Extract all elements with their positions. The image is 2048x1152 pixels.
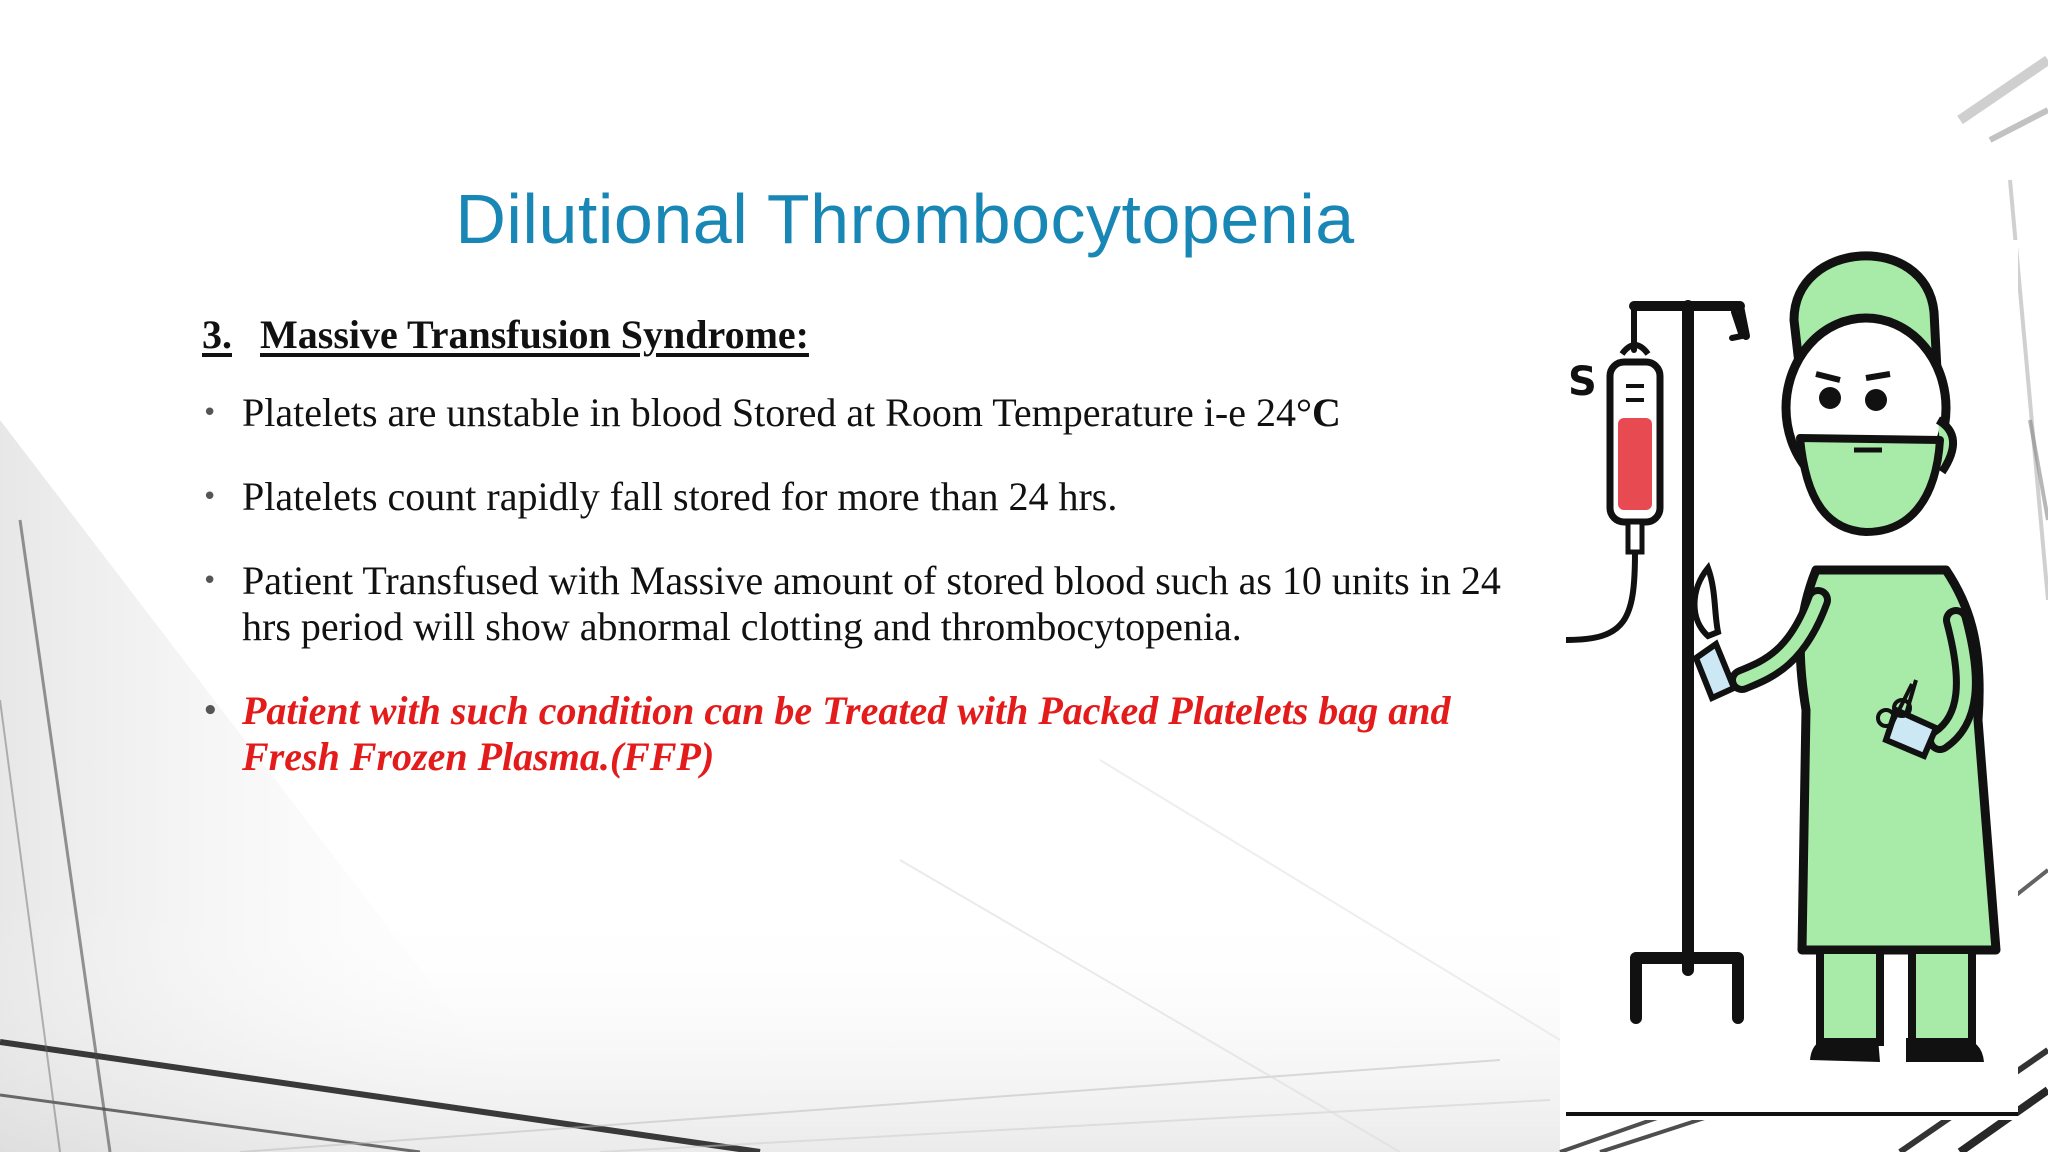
- bullet-item: [202, 390, 1542, 436]
- bullet-dot-icon: •: [202, 482, 218, 512]
- bullet-text: Platelets are unstable in blood Stored at Room Temperature i-e 24°: [242, 390, 1312, 435]
- bullet-dot-icon: •: [202, 696, 219, 726]
- slide-title: Dilutional Thrombocytopenia: [455, 180, 1355, 258]
- bullet-item-emphasis: [202, 688, 1542, 780]
- bullet-text: Patient Transfused with Massive amount of stored blood such as 10 units in 24 hrs period will show abnormal clotting and thrombocytopenia.: [242, 558, 1501, 649]
- doctor-with-iv-drip-illustration: [1566, 240, 2018, 1120]
- bullet-unit: C: [1311, 390, 1341, 435]
- bullet-dot-icon: •: [202, 398, 218, 428]
- bullet-text: Patient with such condition can be Treated with Packed Platelets bag and Fresh Frozen Plasma.(FFP): [242, 688, 1451, 779]
- bullet-dot-icon: •: [202, 566, 218, 596]
- bullet-item: [202, 474, 1542, 520]
- section-heading-text: Massive Transfusion Syndrome:: [260, 312, 809, 357]
- slide-content: [202, 308, 1542, 818]
- illustration-bottom-rule: [1566, 1112, 2018, 1116]
- bullet-text: Platelets count rapidly fall stored for more than 24 hrs.: [242, 474, 1118, 519]
- section-heading: [202, 308, 1542, 362]
- bullet-list: [202, 390, 1542, 780]
- bullet-item: [202, 558, 1542, 650]
- section-number: 3.: [202, 312, 232, 357]
- iv-bag-label: S: [1568, 359, 1597, 405]
- doctor-iv-icon: [1566, 240, 2018, 1120]
